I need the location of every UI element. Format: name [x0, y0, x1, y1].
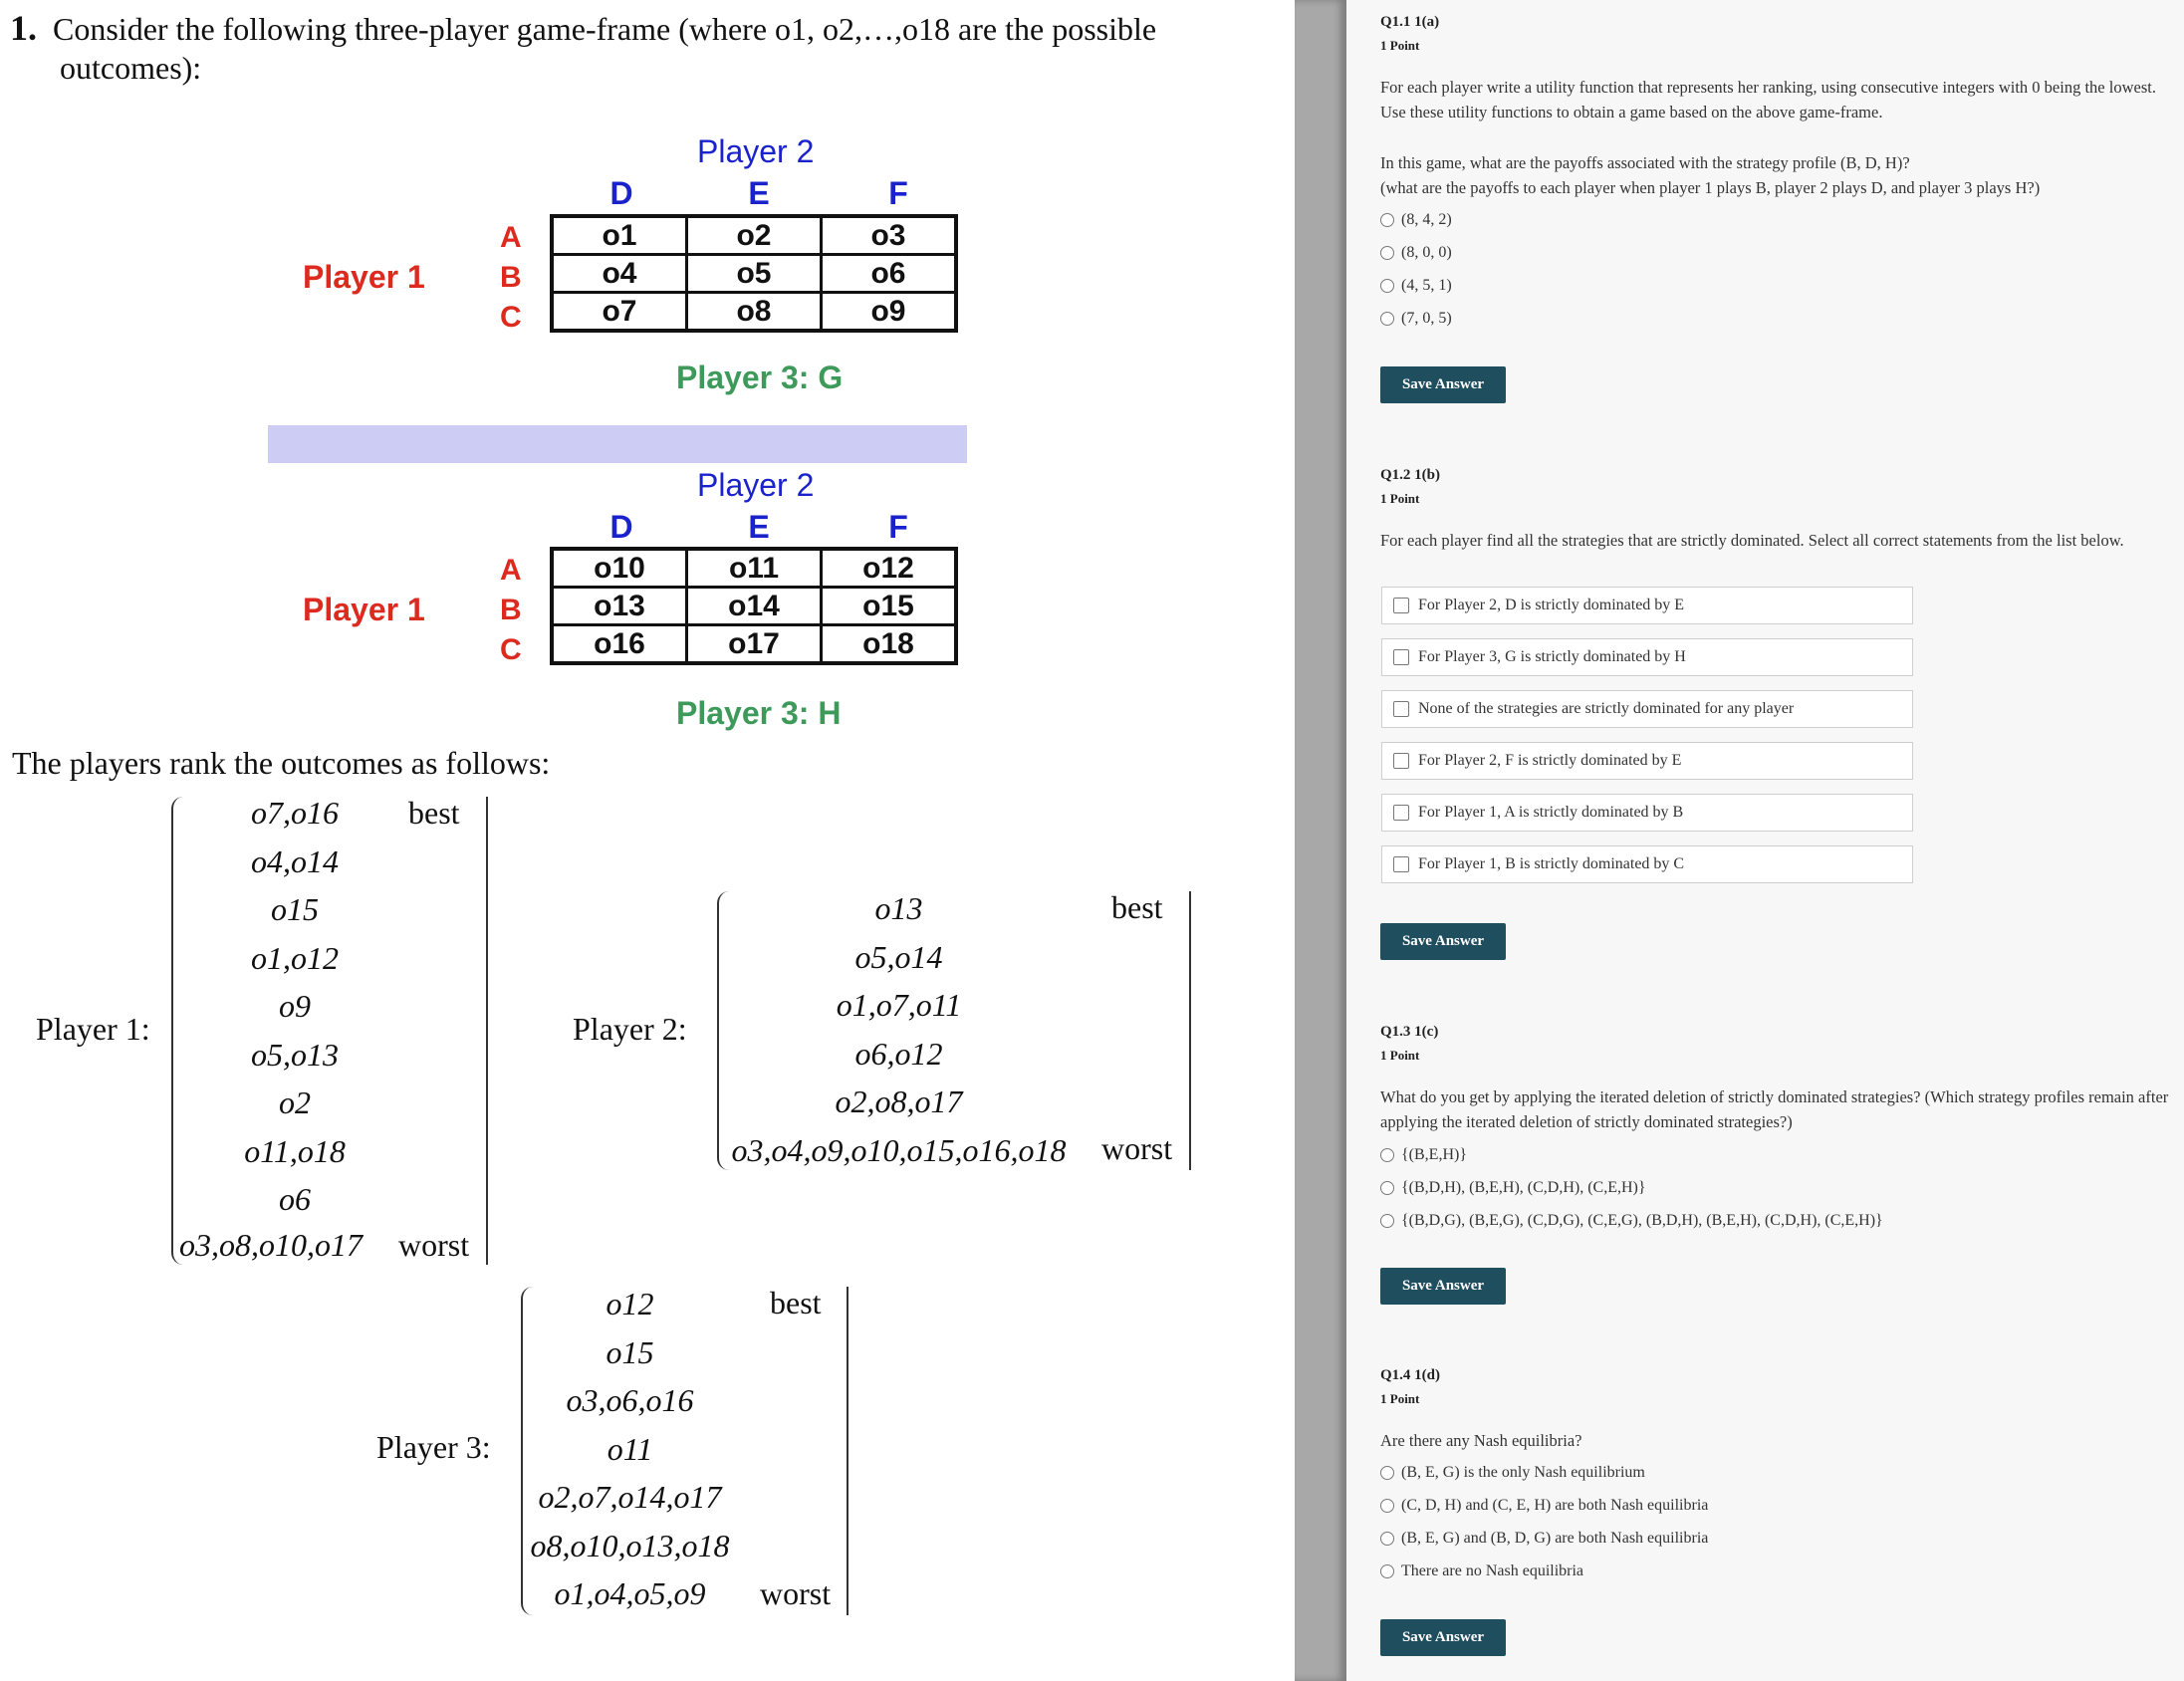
rank-item: o1,o4,o5,o9 [554, 1575, 706, 1611]
rank-item: o11,o18 [244, 1132, 346, 1169]
checkbox-icon[interactable] [1393, 805, 1409, 821]
q2-option-label: For Player 3, G is strictly dominated by H [1418, 648, 1686, 665]
matrix-h-cell: o17 [687, 625, 822, 664]
q2-save-button[interactable]: Save Answer [1380, 923, 1506, 960]
rank-player1-worst: worst [398, 1227, 470, 1263]
matrix-h-row [552, 625, 956, 664]
matrix-g-cell: o4 [552, 255, 687, 293]
matrix-h-col-e: E [748, 509, 770, 545]
rank-player2-best: best [1111, 889, 1163, 925]
q1-option[interactable] [1380, 277, 1452, 295]
radio-icon[interactable] [1380, 1532, 1394, 1546]
q2-points: 1 Point [1380, 491, 1420, 506]
rank-player3-rule [839, 1287, 849, 1615]
rank-item: o15 [606, 1333, 654, 1370]
rank-player2-rule [1181, 891, 1191, 1170]
matrix-g-row-b: B [500, 261, 522, 294]
matrix-g-player1-label: Player 1 [303, 259, 425, 295]
matrix-g-row-c: C [500, 301, 522, 334]
matrix-h-cell: o10 [552, 549, 687, 588]
rank-item: o8,o10,o13,o18 [530, 1527, 730, 1563]
rank-item: o2,o7,o14,o17 [538, 1479, 722, 1515]
rank-item: o1,o12 [251, 939, 339, 976]
radio-icon[interactable] [1380, 1148, 1394, 1162]
matrix-h-row-b: B [500, 594, 522, 626]
rank-player2-label: Player 2: [573, 1011, 687, 1047]
q2-option[interactable] [1381, 742, 1913, 780]
q2-text: For each player find all the strategies that are strictly dominated. Select all correct statements from the list below. [1380, 531, 2124, 550]
rank-item: o12 [606, 1286, 654, 1321]
q2-option[interactable] [1381, 587, 1913, 624]
matrix-g-player3-label: Player 3: G [676, 360, 844, 395]
q3-text: What do you get by applying the iterated deletion of strictly dominated strategies? (Which strategy profiles remain after applying the iterated deletion of strictly dominated strategies?) [1380, 1087, 2169, 1131]
rank-player3-label: Player 3: [376, 1429, 491, 1465]
q3-option-label: {(B,E,H)} [1401, 1146, 1468, 1163]
matrix-h-cell: o16 [552, 625, 687, 664]
q3-points: 1 Point [1380, 1048, 1420, 1063]
matrix-g-cell: o1 [552, 216, 687, 255]
q4-title: Q1.4 1(d) [1380, 1367, 1440, 1383]
radio-icon[interactable] [1380, 1499, 1394, 1513]
matrix-g-cell: o5 [687, 255, 822, 293]
rank-item: o5,o13 [251, 1036, 339, 1073]
q4-option[interactable] [1380, 1530, 1708, 1548]
matrix-g-row [552, 293, 956, 332]
q1-option-label: (4, 5, 1) [1401, 277, 1452, 294]
q3-option[interactable] [1380, 1212, 1883, 1230]
radio-icon[interactable] [1380, 246, 1394, 260]
q2-option-label: For Player 1, A is strictly dominated by B [1418, 804, 1684, 821]
problem-number: 1. [10, 8, 37, 48]
problem-intro-line2: outcomes): [60, 50, 202, 86]
q4-option[interactable] [1380, 1464, 1645, 1482]
q3-option-label: {(B,D,H), (B,E,H), (C,D,H), (C,E,H)} [1401, 1179, 1646, 1196]
q1-title: Q1.1 1(a) [1380, 14, 1440, 30]
problem-intro [10, 8, 1285, 49]
q1-save-button[interactable]: Save Answer [1380, 366, 1506, 403]
rank-player2-list [727, 888, 1071, 1178]
matrix-g-cell: o8 [687, 293, 822, 332]
radio-icon[interactable] [1380, 1466, 1394, 1480]
matrix-h-cell: o14 [687, 588, 822, 625]
q2-option-label: For Player 1, B is strictly dominated by C [1418, 855, 1685, 872]
problem-intro-line1: Consider the following three-player game-frame (where o1, o2,…,o18 are the possible [53, 11, 1157, 47]
rank-item: o6,o12 [854, 1035, 943, 1072]
checkbox-icon[interactable] [1393, 701, 1409, 717]
q2-option-label: None of the strategies are strictly dominated for any player [1418, 700, 1795, 717]
q4-option[interactable] [1380, 1562, 1583, 1580]
matrix-g-cell: o2 [687, 216, 822, 255]
q1-subtext: In this game, what are the payoffs associated with the strategy profile (B, D, H)? [1380, 153, 1910, 172]
matrix-h-row [552, 588, 956, 625]
q4-option-label: (B, E, G) is the only Nash equilibrium [1401, 1464, 1645, 1481]
rank-item: o3,o6,o16 [566, 1382, 694, 1418]
q1-option[interactable] [1380, 244, 1452, 262]
matrix-g-cell: o7 [552, 293, 687, 332]
matrix-g-cell: o3 [822, 216, 957, 255]
matrix-g-col-e: E [748, 175, 770, 211]
rank-item: o6 [279, 1181, 311, 1217]
rank-item: o13 [874, 890, 923, 926]
rank-player3-list [518, 1284, 742, 1622]
rank-item: o5,o14 [854, 938, 943, 975]
q3-option-label: {(B,D,G), (B,E,G), (C,D,G), (C,E,G), (B,D,H), (B,E,H), (C,D,H), (C,E,H)} [1401, 1212, 1883, 1229]
matrix-h-row [552, 549, 956, 588]
rank-item: o1,o7,o11 [836, 987, 962, 1023]
matrix-h-table [550, 547, 958, 665]
q1-subtext: (what are the payoffs to each player when player 1 plays B, player 2 plays D, and player 3 plays H?) [1380, 178, 2041, 197]
q2-option[interactable] [1381, 690, 1913, 728]
q4-option-label: (B, E, G) and (B, D, G) are both Nash equilibria [1401, 1530, 1709, 1547]
matrix-g-col-d: D [609, 175, 633, 211]
matrix-h-row-a: A [500, 554, 522, 587]
panel-divider-scrollbar[interactable] [1295, 0, 1346, 1681]
checkbox-icon[interactable] [1393, 856, 1409, 872]
matrix-h-player2-label: Player 2 [697, 467, 815, 503]
rank-player2-worst: worst [1101, 1130, 1173, 1166]
matrix-g-row-a: A [500, 221, 522, 254]
radio-icon[interactable] [1380, 1214, 1394, 1228]
matrix-g-cell: o6 [822, 255, 957, 293]
q3-save-button[interactable]: Save Answer [1380, 1268, 1506, 1305]
q1-option-label: (8, 0, 0) [1401, 244, 1452, 261]
q2-option[interactable] [1381, 845, 1913, 883]
q2-title: Q1.2 1(b) [1380, 467, 1440, 483]
rank-player3-best: best [770, 1285, 822, 1321]
matrix-h-player1-label: Player 1 [303, 592, 425, 627]
matrix-h-col-d: D [609, 509, 633, 545]
q4-option[interactable] [1380, 1497, 1708, 1515]
checkbox-icon[interactable] [1393, 649, 1409, 665]
radio-icon[interactable] [1380, 1181, 1394, 1195]
q4-option-label: (C, D, H) and (C, E, H) are both Nash equilibria [1401, 1497, 1709, 1514]
rank-item: o9 [279, 988, 311, 1024]
rank-item: o11 [607, 1430, 653, 1467]
rank-player1-best: best [408, 795, 460, 831]
rank-item: o3,o4,o9,o10,o15,o16,o18 [731, 1131, 1067, 1168]
matrix-h-row-c: C [500, 633, 522, 666]
radio-icon[interactable] [1380, 1564, 1394, 1578]
matrix-h-cell: o18 [822, 625, 957, 664]
q2-option-label: For Player 2, F is strictly dominated by E [1418, 752, 1682, 769]
matrix-h-cell: o12 [822, 549, 957, 588]
checkbox-icon[interactable] [1393, 598, 1409, 613]
q4-points: 1 Point [1380, 1391, 1420, 1406]
radio-icon[interactable] [1380, 213, 1394, 227]
q1-points: 1 Point [1380, 38, 1420, 53]
matrix-h-cell: o15 [822, 588, 957, 625]
rank-item: o2 [279, 1084, 311, 1120]
q1-option-label: (8, 4, 2) [1401, 211, 1452, 228]
checkbox-icon[interactable] [1393, 753, 1409, 769]
rank-item: o4,o14 [251, 842, 339, 879]
q3-title: Q1.3 1(c) [1380, 1024, 1439, 1040]
q2-option[interactable] [1381, 794, 1913, 832]
q1-text: For each player write a utility function that represents her ranking, using consecutive integers with 0 being the lowest. Use these utility functions to obtain a game based on the above game-frame. [1380, 78, 2156, 121]
q1-option[interactable] [1380, 310, 1452, 328]
separator-band [268, 425, 967, 463]
rank-item: o3,o8,o10,o17 [179, 1227, 363, 1263]
q4-text: Are there any Nash equilibria? [1380, 1431, 1582, 1450]
rank-item: o2,o8,o17 [835, 1083, 963, 1119]
matrix-g-row [552, 255, 956, 293]
q3-option[interactable] [1380, 1146, 1467, 1164]
q1-option-label: (7, 0, 5) [1401, 310, 1452, 327]
q2-option-label: For Player 2, D is strictly dominated by E [1418, 597, 1685, 613]
matrix-g-row [552, 216, 956, 255]
rank-player1-rule [478, 797, 488, 1265]
matrix-g-table [550, 214, 958, 333]
q4-option-label: There are no Nash equilibria [1401, 1562, 1584, 1579]
matrix-g-cell: o9 [822, 293, 957, 332]
matrix-h-cell: o11 [687, 549, 822, 588]
matrix-g-col-f: F [888, 175, 908, 211]
rank-item: o15 [271, 891, 319, 927]
rank-player3-worst: worst [760, 1575, 832, 1611]
rank-player1-label: Player 1: [36, 1011, 150, 1047]
matrix-h-player3-label: Player 3: H [676, 695, 842, 731]
rank-player1-list [175, 793, 414, 1228]
matrix-h-cell: o13 [552, 588, 687, 625]
rankings-intro: The players rank the outcomes as follows: [12, 745, 551, 781]
radio-icon[interactable] [1380, 312, 1394, 326]
matrix-g-player2-label: Player 2 [697, 133, 815, 169]
q3-option[interactable] [1380, 1179, 1646, 1197]
q4-save-button[interactable]: Save Answer [1380, 1619, 1506, 1656]
q2-option[interactable] [1381, 638, 1913, 676]
q1-option[interactable] [1380, 211, 1452, 229]
rank-item: o7,o16 [251, 795, 339, 831]
matrix-h-col-f: F [888, 509, 908, 545]
radio-icon[interactable] [1380, 279, 1394, 293]
